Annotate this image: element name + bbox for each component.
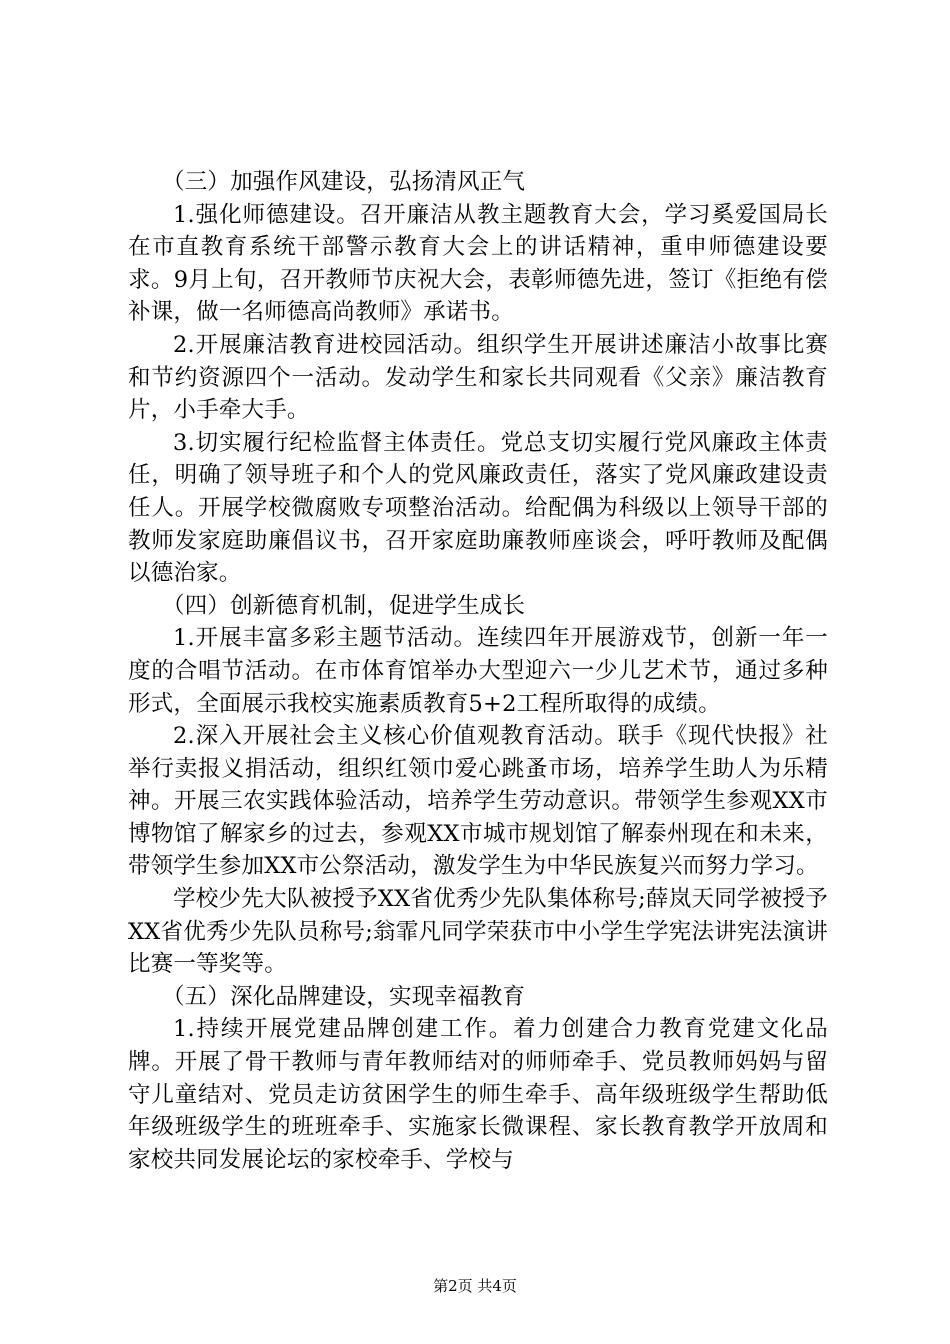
section-heading-4: （四）创新德育机制，促进学生成长	[162, 592, 526, 619]
paragraph: 1.持续开展党建品牌创建工作。着力创建合力教育党建文化品牌。开展了骨干教师与青年教师结对的师师牵手、党员教师妈妈与留守儿童结对、党员走访贫困学生的师生牵手、高年级班级学生帮助低年级班级学生的班班牵手、实施家长微课程、家长教育教学开放周和家校共同发展论坛的家校牵手、学校与	[128, 1016, 828, 1173]
paragraph: 2.深入开展社会主义核心价值观教育活动。联手《现代快报》社举行卖报义捐活动，组织红领巾爱心跳蚤市场，培养学生助人为乐精神。开展三农实践体验活动，培养学生劳动意识。带领学生参观XX市博物馆了解家乡的过去，参观XX市城市规划馆了解泰州现在和未来，带领学生参加XX市公祭活动，激发学生为中华民族复兴而努力学习。	[128, 723, 828, 880]
paragraph: 3.切实履行纪检监督主体责任。党总支切实履行党风廉政主体责任，明确了领导班子和个人的党风廉政责任，落实了党风廉政建设责任人。开展学校微腐败专项整治活动。给配偶为科级以上领导干部的教师发家庭助廉倡议书，召开家庭助廉教师座谈会，呼吁教师及配偶以德治家。	[128, 429, 828, 587]
page-number: 第2页 共4页	[433, 1277, 517, 1295]
section-heading-3: （三）加强作风建设，弘扬清风正气	[162, 169, 526, 195]
paragraph: 1.开展丰富多彩主题节活动。连续四年开展游戏节，创新一年一度的合唱节活动。在市体育馆举办大型迎六一少儿艺术节，通过多种形式，全面展示我校实施素质教育5+2工程所取得的成绩。	[128, 625, 828, 717]
paragraph: 学校少先大队被授予XX省优秀少先队集体称号;薛岚天同学被授予XX省优秀少先队员称号;翁霏凡同学荣获市中小学生学宪法讲宪法演讲比赛一等奖等。	[128, 886, 828, 978]
section-heading-5: （五）深化品牌建设，实现幸福教育	[162, 983, 526, 1010]
paragraph: 1.强化师德建设。召开廉洁从教主题教育大会，学习奚爱国局长在市直教育系统干部警示教育大会上的讲话精神，重申师德建设要求。9月上旬，召开教师节庆祝大会，表彰师德先进，签订《拒绝有偿补课，做一名师德高尚教师》承诺书。	[128, 201, 828, 326]
document-body	[128, 166, 828, 1176]
page-footer	[0, 1276, 950, 1296]
paragraph: 2.开展廉洁教育进校园活动。组织学生开展讲述廉洁小故事比赛和节约资源四个一活动。发动学生和家长共同观看《父亲》廉洁教育片，小手牵大手。	[128, 331, 828, 424]
